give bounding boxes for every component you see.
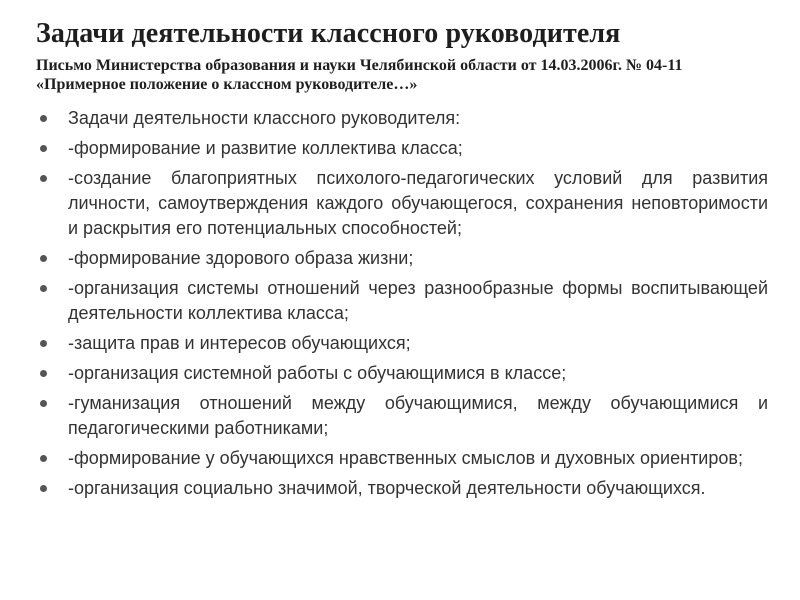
list-item-text: -гуманизация отношений между обучающимися, между обучающимися и педагогическими работниками; [68, 393, 768, 438]
list-item [40, 166, 768, 241]
list-item [40, 136, 768, 161]
list-item-text: -защита прав и интересов обучающихся; [68, 333, 411, 353]
list-item [40, 276, 768, 326]
bullet-icon [40, 485, 47, 492]
list-item-text: -формирование у обучающихся нравственных смыслов и духовных ориентиров; [68, 448, 743, 468]
tasks-list [40, 106, 768, 506]
list-item [40, 246, 768, 271]
list-item-text: -формирование и развитие коллектива класса; [68, 138, 463, 158]
bullet-icon [40, 145, 47, 152]
bullet-icon [40, 370, 47, 377]
bullet-icon [40, 455, 47, 462]
bullet-icon [40, 115, 47, 122]
bullet-icon [40, 340, 47, 347]
slide-title: Задачи деятельности классного руководителя [36, 18, 621, 49]
bullet-icon [40, 255, 47, 262]
bullet-icon [40, 285, 47, 292]
list-item [40, 106, 768, 131]
bullet-icon [40, 400, 47, 407]
list-item [40, 446, 768, 471]
list-item-text: Задачи деятельности классного руководителя: [68, 108, 461, 128]
list-item-text: -организация системы отношений через разнообразные формы воспитывающей деятельности коллектива класса; [68, 278, 768, 323]
list-item-text: -формирование здорового образа жизни; [68, 248, 414, 268]
bullet-icon [40, 175, 47, 182]
list-item [40, 391, 768, 441]
list-item [40, 476, 768, 501]
list-item-text: -создание благоприятных психолого-педагогических условий для развития личности, самоутверждения каждого обучающегося, сохранения неповторимости и раскрытия его потенциальных способностей; [68, 168, 768, 238]
list-item [40, 361, 768, 386]
list-item-text: -организация социально значимой, творческой деятельности обучающихся. [68, 478, 706, 498]
slide-subtitle: Письмо Министерства образования и науки Челябинской области от 14.03.2006г. № 04-11 «Примерное положение о классном руководителе…» [36, 57, 683, 93]
list-item [40, 331, 768, 356]
list-item-text: -организация системной работы с обучающимися в классе; [68, 363, 567, 383]
